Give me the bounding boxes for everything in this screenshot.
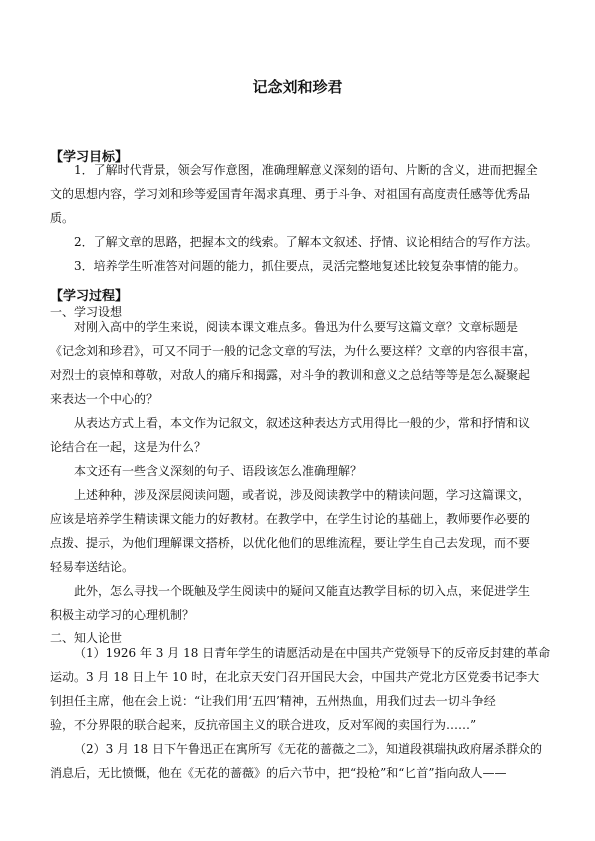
text-line: 上述种种，涉及深层阅读问题，或者说，涉及阅读教学中的精读问题，学习这篇课文， <box>74 488 531 502</box>
text-line: 3．培养学生听准答对问题的能力，抓住要点，灵活完整地复述比较复杂事情的能力。 <box>74 259 526 273</box>
text-line: 点拨、提示，为他们理解课文搭桥，以优化他们的思维流程，要让学生自己去发现，而不要 <box>50 536 531 550</box>
text-line: 对刚入高中的学生来说，阅读本课文难点多。鲁迅为什么要写这篇文章？文章标题是 <box>74 320 519 334</box>
text-line: 运动。3 月 18 日上午 10 时，在北京天安门召开国民大会，中国共产党北方区党委书记李大 <box>50 670 540 684</box>
text-line: 应该是培养学生精读课文能力的好教材。在教学中，在学生讨论的基础上，教师要作必要的 <box>50 512 531 526</box>
goal-item-2 <box>62 230 542 254</box>
text-line: 积极主动学习的心理机制？ <box>50 608 195 622</box>
document-title: 记念刘和珍君 <box>252 78 343 96</box>
text-line: 来表达一个中心的？ <box>50 392 159 406</box>
text-line: 本文还有一些含义深刻的句子、语段该怎么准确理解？ <box>74 464 363 478</box>
paragraph-2 <box>50 411 542 459</box>
paragraph-6 <box>50 641 551 737</box>
section-heading-process: 【学习过程】 <box>50 289 129 304</box>
text-line: （2）3 月 18 日下午鲁迅正在寓所写《无花的蔷薇之二》，知道段祺瑞执政府屠杀群众的 <box>74 742 542 756</box>
text-line: 文的思想内容，学习刘和珍等爱国青年渴求真理、勇于斗争、对祖国有高度责任感等优秀品 <box>50 187 531 201</box>
paragraph-4 <box>50 483 542 579</box>
subsection-title-1: 一、学习设想 <box>50 305 123 319</box>
text-line: 验，不分界限的联合起来，反抗帝国主义的联合进攻，反对军阀的卖国行为……” <box>50 718 477 732</box>
text-line: 对烈士的哀悼和尊敬，对敌人的痛斥和揭露，对斗争的教训和意义之总结等等是怎么凝聚起 <box>50 368 531 382</box>
text-line: 轻易奉送结论。 <box>50 560 135 574</box>
paragraph-1 <box>50 315 542 411</box>
text-line: （1）1926 年 3 月 18 日青年学生的请愿活动是在中国共产党领导下的反帝反封建的革命 <box>74 646 551 660</box>
text-line: 质。 <box>50 211 75 225</box>
text-line: 消息后，无比愤慨，他在《无花的蔷薇》的后六节中，把“投枪”和“匕首”指向敌人—— <box>50 766 507 780</box>
text-line: 《记念刘和珍君》，可又不同于一般的记念文章的写法，为什么要这样？文章的内容很丰富， <box>50 344 537 358</box>
text-line: 1．了解时代背景，领会写作意图，准确理解意义深刻的语句、片断的含义，进而把握全 <box>74 163 538 177</box>
text-line: 2．了解文章的思路，把握本文的线索。了解本文叙述、抒情、议论相结合的写作方法。 <box>74 235 538 249</box>
text-line: 此外，怎么寻找一个既触及学生阅读中的疑问又能直达教学目标的切入点，来促进学生 <box>74 584 531 598</box>
text-line: 从表达方式上看，本文作为记叙文，叙述这种表达方式用得比一般的少，常和抒情和议 <box>74 416 531 430</box>
paragraph-7 <box>50 737 542 785</box>
goal-item-3 <box>62 254 542 278</box>
subsection-title-2: 二、知人论世 <box>50 631 123 645</box>
paragraph-5 <box>50 579 542 627</box>
section-heading-goals: 【学习目标】 <box>50 150 129 165</box>
text-line: 钊担任主席，他在会上说：“让我们用‘五四’精神，五州热血，用我们过去一切斗争经 <box>50 694 496 708</box>
goal-item-1 <box>50 158 542 230</box>
text-line: 论结合在一起，这是为什么？ <box>50 440 207 454</box>
paragraph-3 <box>62 459 542 483</box>
